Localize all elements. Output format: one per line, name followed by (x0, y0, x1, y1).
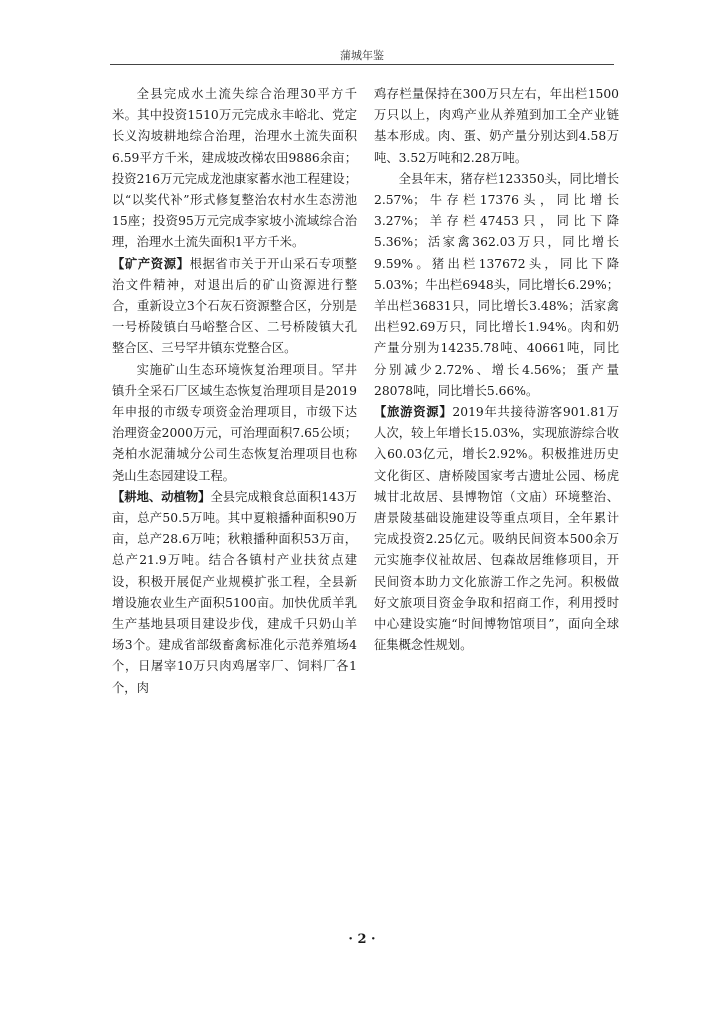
tourism-heading: 【旅游资源】 (374, 405, 453, 420)
mine-restoration-paragraph: 实施矿山生态环境恢复治理项目。罕井镇升全采石厂区域生态恢复治理项目是2019年申报的市级专项资金治理项目，市级下达治理资金2000万元，可治理面积7.65公顷；尧柏水泥蒲城分公司生态恢复治理项目也称尧山生态园建设工程。 (112, 362, 357, 483)
farmland-heading: 【耕地、动植物】 (112, 489, 211, 504)
right-column (374, 84, 619, 656)
farmland-text: 全县完成粮食总面积143万亩，总产50.5万吨。其中夏粮播种面积90万亩，总产28.6万吨；秋粮播种面积53万亩，总产21.9万吨。结合各镇村产业扶贫点建设，积极开展促产业规模扩张工程，全县新增设施农业生产面积5100亩。加快优质羊乳生产基地县项目建设步伐，建成千只奶山羊场3个。建成省部级畜禽标准化示范养殖场4个，日屠宰10万只肉鸡屠宰厂、饲料厂各1个，肉 (112, 489, 357, 695)
mineral-resources-text: 根据省市关于开山采石专项整治文件精神，对退出后的矿山资源进行整合，重新设立3个石灰石资源整合区，分别是一号桥陵镇白马峪整合区、二号桥陵镇大孔整合区、三号罕井镇东党整合区。 (112, 256, 357, 356)
running-header-title: 蒲城年鉴 (340, 49, 384, 62)
tourism-section (374, 402, 619, 656)
left-column (112, 84, 357, 699)
farmland-section (112, 487, 357, 699)
mineral-resources-heading: 【矿产资源】 (112, 256, 190, 271)
header-divider (110, 64, 614, 65)
page-header (110, 0, 614, 68)
mineral-resources-section (112, 254, 357, 360)
livestock-paragraph: 全县年末，猪存栏123350头，同比增长2.57%；牛存栏17376头，同比增长3.27%；羊存栏47453只，同比下降5.36%；活家禽362.03万只，同比增长9.59%。猪出栏137672头，同比下降5.03%；牛出栏6948头，同比增长6.29%；羊出栏36831只，同比增长3.48%；活家禽出栏92.69万只，同比增长1.94%。肉和奶产量分别为14235.78吨、40661吨，同比分别减少2.72%、增长4.56%；蛋产量28078吨，同比增长5.66%。 (374, 171, 619, 398)
soil-conservation-paragraph: 全县完成水土流失综合治理30平方千米。其中投资1510万元完成永丰峪北、党定长义沟坡耕地综合治理，治理水土流失面积6.59平方千米，建成坡改梯农田9886余亩；投资216万元完成龙池康家蓄水池工程建设；以“以奖代补”形式修复整治农村水生态涝池15座；投资95万元完成李家坡小流域综合治理，治理水土流失面积1平方千米。 (112, 87, 357, 250)
tourism-text: 2019年共接待游客901.81万人次，较上年增长15.03%，实现旅游综合收入60.03亿元，增长2.92%。积极推进历史文化街区、唐桥陵国家考古遗址公园、杨虎城甘北故居、县博物馆（文庙）环境整治、唐景陵基础设施建设等重点项目，全年累计完成投资2.25亿元。吸纳民间资本500余万元实施李仪祉故居、包森故居维修项目，开民间资本助力文化旅游工作之先河。积极做好文旅项目资金争取和招商工作，利用授时中心建设实施“时间博物馆项目”，面向全球征集概念性规划。 (374, 405, 619, 653)
poultry-continuation-paragraph: 鸡存栏量保持在300万只左右，年出栏1500万只以上，肉鸡产业从养殖到加工全产业链基本形成。肉、蛋、奶产量分别达到4.58万吨、3.52万吨和2.28万吨。 (374, 87, 619, 165)
page-number: · 2 · (348, 932, 376, 947)
